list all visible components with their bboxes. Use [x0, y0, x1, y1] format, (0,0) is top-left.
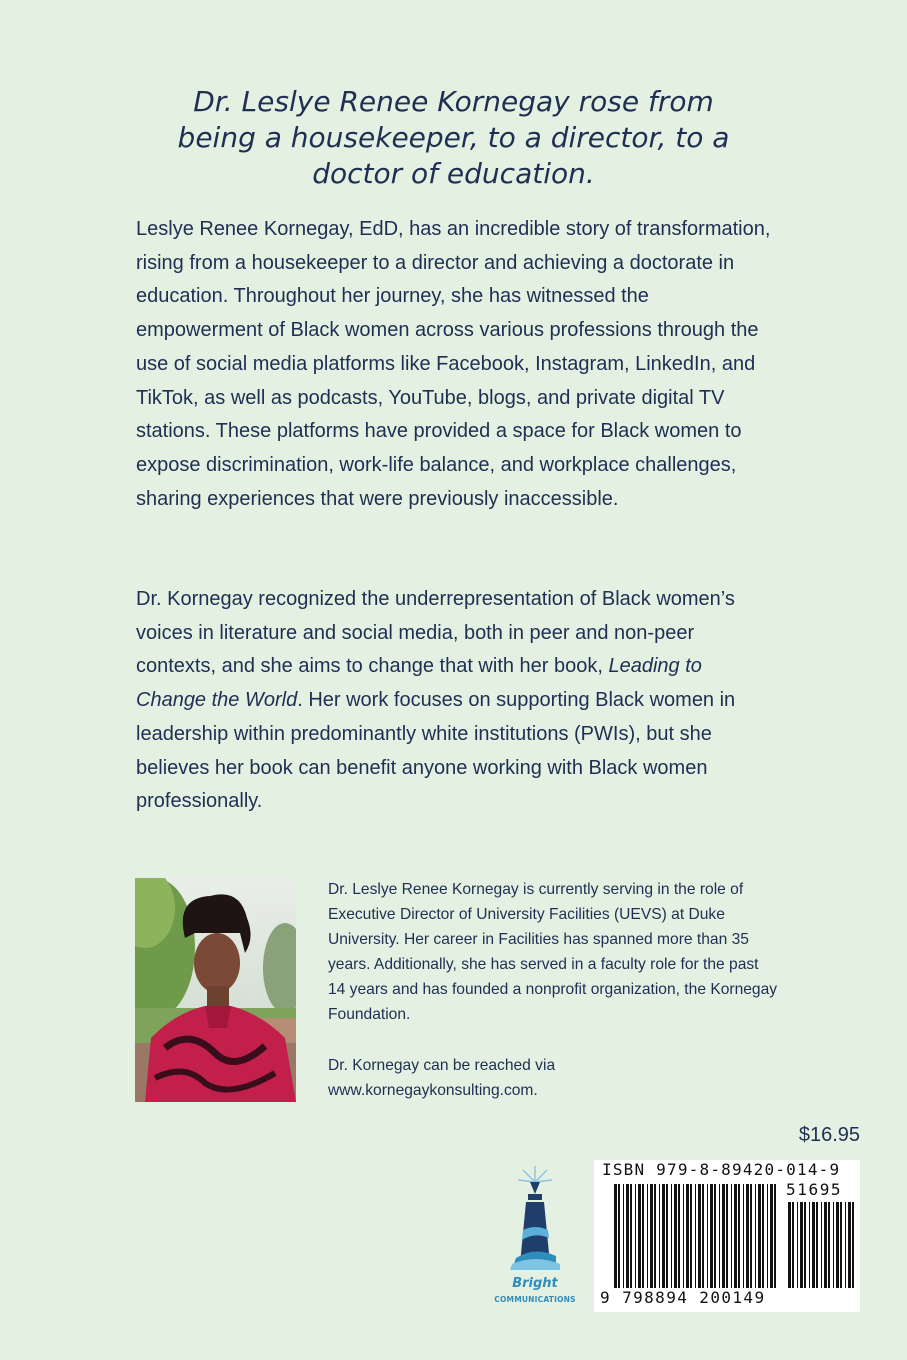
barcode-bar [800, 1202, 803, 1288]
barcode-bar [710, 1184, 713, 1288]
barcode-bar [734, 1184, 737, 1288]
barcode-bar [702, 1184, 704, 1288]
barcode-bar [770, 1184, 773, 1288]
isbn-barcode [594, 1160, 860, 1312]
author-photo [135, 878, 296, 1102]
barcode-bar [767, 1184, 768, 1288]
barcode-bar [828, 1202, 830, 1288]
barcode-bar [719, 1184, 720, 1288]
barcode-bar [824, 1202, 827, 1288]
barcode-bar [755, 1184, 756, 1288]
barcode-bar [695, 1184, 696, 1288]
barcode-bar [722, 1184, 725, 1288]
barcode-bar [647, 1184, 648, 1288]
lighthouse-icon [490, 1160, 580, 1278]
barcode-bar [738, 1184, 740, 1288]
author-bio: Dr. Leslye Renee Kornegay is currently serving in the role of Executive Director of University Facilities (UEVS) at Duke University. Her career in Facilities has spanned more than 35 years. Additionally, she has served in a faculty role for the past 14 years and has founded a nonprofit organization, the Kornegay Foundation. [328, 881, 778, 1023]
barcode-addon-number: 51695 [786, 1180, 843, 1199]
barcode-bar [666, 1184, 668, 1288]
author-contact [328, 1053, 778, 1103]
paragraph-2-intro: Dr. Kornegay recognized the underrepresentation of Black women’s voices in literature and social media, both in peer and non-peer contexts, and she aims to change that with her book, [136, 588, 735, 678]
barcode-bar [812, 1202, 815, 1288]
barcode-bar [618, 1184, 620, 1288]
barcode-bar [792, 1202, 794, 1288]
barcode-bar [707, 1184, 708, 1288]
book-title: Leading to Change the World [136, 655, 702, 712]
barcode-bar [662, 1184, 665, 1288]
barcode-ean-number: 9 798894 200149 [600, 1288, 766, 1307]
barcode-bar [671, 1184, 672, 1288]
barcode-bar [623, 1184, 624, 1288]
isbn-label: ISBN 979-8-89420-014-9 [602, 1160, 841, 1179]
barcode-bar [650, 1184, 653, 1288]
barcode-bar [840, 1202, 842, 1288]
barcode-bar [614, 1184, 617, 1288]
contact-line: Dr. Kornegay can be reached via [328, 1057, 556, 1074]
barcode-bar [797, 1202, 798, 1288]
barcode-bar [743, 1184, 744, 1288]
publisher-name: Bright [512, 1276, 558, 1291]
barcode-bar [690, 1184, 692, 1288]
barcode-bar [821, 1202, 822, 1288]
barcode-bar [848, 1202, 851, 1288]
barcode-bar [630, 1184, 632, 1288]
publisher-sub: COMMUNICATIONS [494, 1295, 576, 1304]
barcode-bar [852, 1202, 854, 1288]
barcode-bar [774, 1184, 776, 1288]
barcode-bar [698, 1184, 701, 1288]
barcode-bar [654, 1184, 656, 1288]
barcode-bar [638, 1184, 641, 1288]
publisher-logo [490, 1160, 580, 1310]
paragraph-2-rest: . Her work focuses on supporting Black women in leadership within predominantly white institutions (PWIs), but she believes her book can benefit anyone working with Black women professionally. [136, 689, 736, 813]
headline-line-1: Dr. Leslye Renee Kornegay rose from [193, 85, 714, 118]
barcode-bar [642, 1184, 644, 1288]
barcode-bar [678, 1184, 680, 1288]
headline-line-2: being a housekeeper, to a director, to a [177, 121, 730, 154]
barcode-bar [845, 1202, 846, 1288]
barcode-bar [804, 1202, 806, 1288]
barcode-bar [726, 1184, 728, 1288]
barcode-bar [746, 1184, 749, 1288]
headline-line-3: doctor of education. [312, 157, 595, 190]
barcode-bar [816, 1202, 818, 1288]
barcode-bar [750, 1184, 752, 1288]
description-paragraph-2 [136, 583, 776, 819]
price-label: $16.95 [798, 1124, 860, 1146]
barcode-bar [809, 1202, 810, 1288]
barcode-bar [683, 1184, 684, 1288]
barcode-bar [626, 1184, 629, 1288]
barcode-bar [731, 1184, 732, 1288]
barcode-bar [659, 1184, 660, 1288]
website-link: www.kornegaykonsulting.com. [328, 1082, 538, 1099]
barcode-bar [762, 1184, 764, 1288]
barcode-bar [836, 1202, 839, 1288]
barcode-bar [714, 1184, 716, 1288]
headline [120, 84, 787, 192]
barcode-bar [686, 1184, 689, 1288]
barcode-bar [788, 1202, 791, 1288]
description-paragraph-1: Leslye Renee Kornegay, EdD, has an incredible story of transformation, rising from a housekeeper to a director and achieving a doctorate in education. Throughout her journey, she has witnessed the empowerment of Black women across various professions through the use of social media platforms like Facebook, Instagram, LinkedIn, and TikTok, as well as podcasts, YouTube, blogs, and private digital TV stations. These platforms have provided a space for Black women to expose discrimination, work-life balance, and workplace challenges, sharing experiences that were previously inaccessible. [136, 218, 771, 510]
barcode-bar [674, 1184, 677, 1288]
barcode-bar [758, 1184, 761, 1288]
barcode-bar [833, 1202, 834, 1288]
barcode-bar [635, 1184, 636, 1288]
